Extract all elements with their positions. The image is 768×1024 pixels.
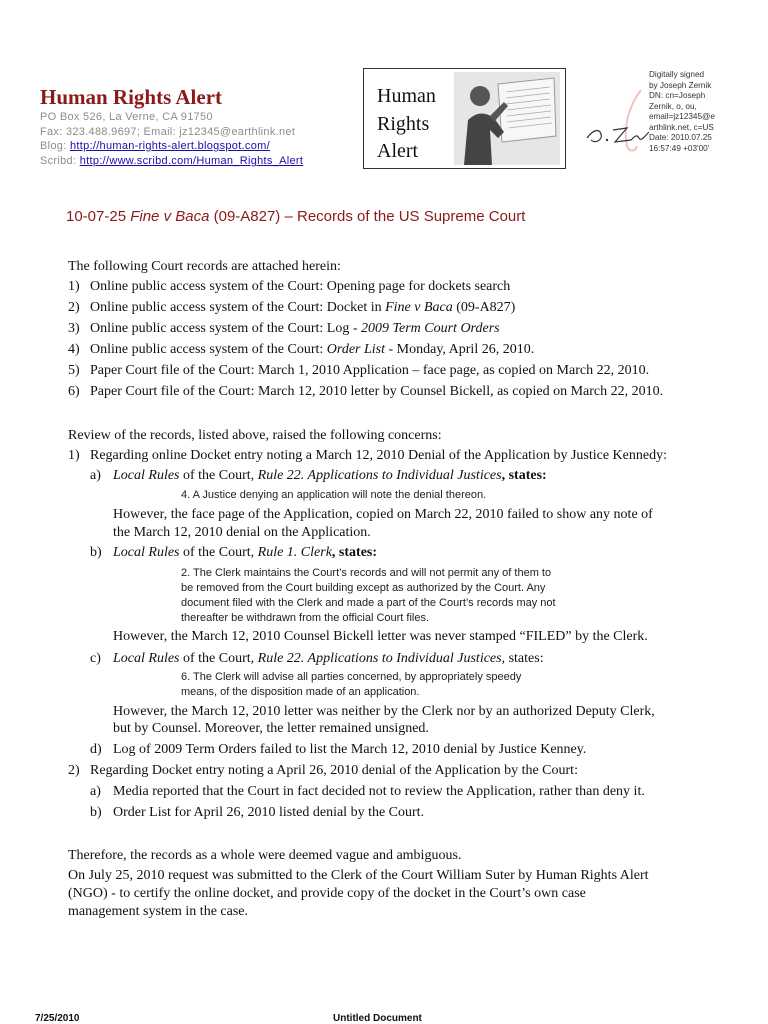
document-title: 10-07-25 Fine v Baca (09-A827) – Records of the US Supreme Court — [66, 208, 526, 225]
signature-line: email=jz12345@e — [649, 112, 715, 121]
concern-1: 1) Regarding online Docket entry noting a March 12, 2010 Denial of the Application by Justice Kennedy: — [68, 448, 667, 463]
signature-line: 16:57:49 +03'00' — [649, 143, 710, 153]
blog-line — [40, 140, 270, 152]
organization-name: Human Rights Alert — [40, 85, 223, 109]
rule-quote: 6. The Clerk will advise all parties concerned, by appropriately speedy — [181, 671, 522, 683]
concerns-intro: Review of the records, listed above, raised the following concerns: — [68, 428, 442, 443]
concern-1a-heading: a) Local Rules of the Court, Rule 22. Applications to Individual Justices, states: — [90, 468, 547, 483]
records-intro: The following Court records are attached herein: — [68, 259, 341, 274]
blog-link[interactable]: http://human-rights-alert.blogspot.com/ — [69, 140, 270, 152]
rule-quote: 2. The Clerk maintains the Court’s records and will not permit any of them to — [181, 567, 552, 579]
comment-line: However, the March 12, 2010 letter was neither by the Clerk nor by an authorized Deputy Clerk, — [113, 704, 655, 719]
signature-line: DN: cn=Joseph — [649, 91, 706, 100]
conclusion-paragraph-line: management system in the case. — [68, 904, 248, 919]
rule-quote: means, of the disposition made of an application. — [181, 686, 420, 698]
logo-word-alert: Alert — [377, 140, 419, 162]
signature-line: arthlink.net, c=US — [649, 122, 714, 132]
rule-quote: thereafter be withdrawn from the official Court files. — [181, 612, 430, 624]
concern-2b: b) Order List for April 26, 2010 listed denial by the Court. — [90, 805, 425, 820]
conclusion-paragraph-line: On July 25, 2010 request was submitted to the Clerk of the Court William Suter by Human Rights Alert — [68, 868, 649, 883]
rule-quote: document filed with the Clerk and made a part of the Court’s records may not — [181, 597, 556, 609]
scribd-line — [40, 155, 303, 167]
address-line: PO Box 526, La Verne, CA 91750 — [40, 111, 213, 123]
concern-1c-heading: c) Local Rules of the Court, Rule 22. Applications to Individual Justices, states: — [90, 651, 544, 666]
conclusion-line: Therefore, the records as a whole were deemed vague and ambiguous. — [68, 848, 462, 863]
declaration-photo-image — [454, 72, 560, 165]
scribd-link[interactable]: http://www.scribd.com/Human_Rights_Alert — [79, 155, 304, 167]
blog-label: Blog: — [40, 140, 67, 152]
signature-scribble-image — [583, 86, 653, 156]
concern-1b-heading: b) Local Rules of the Court, Rule 1. Clerk, states: — [90, 545, 378, 560]
list-item: 6) Paper Court file of the Court: March 12, 2010 letter by Counsel Bickell, as copied on March 22, 2010. — [68, 384, 664, 399]
comment-line: However, the March 12, 2010 Counsel Bickell letter was never stamped “FILED” by the Clerk. — [113, 629, 648, 644]
footer-title: Untitled Document — [333, 1013, 422, 1024]
logo-word-human: Human — [377, 85, 436, 107]
fax-email-line: Fax: 323.488.9697; Email: jz12345@earthlink.net — [40, 126, 296, 138]
scribd-label: Scribd: — [40, 155, 77, 167]
signature-line: Digitally signed — [649, 70, 705, 79]
comment-line: the March 12, 2010 denial on the Application. — [113, 525, 371, 540]
signature-line: Zernik, o, ou, — [649, 101, 697, 111]
rule-quote: 4. A Justice denying an application will note the denial thereon. — [181, 489, 487, 501]
digital-signature — [583, 68, 753, 166]
footer-date: 7/25/2010 — [35, 1013, 80, 1024]
signature-line: by Joseph Zernik — [649, 80, 712, 90]
list-item: 2) Online public access system of the Court: Docket in Fine v Baca (09-A827) — [68, 300, 516, 315]
signature-line: Date: 2010.07.25 — [649, 133, 712, 142]
list-item: 1) Online public access system of the Court: Opening page for dockets search — [68, 279, 511, 294]
signature-details — [649, 70, 715, 154]
list-item: 5) Paper Court file of the Court: March 1, 2010 Application – face page, as copied on March 22, 2010. — [68, 363, 650, 378]
conclusion-paragraph-line: (NGO) - to certify the online docket, and provide copy of the docket in the Court’s own case — [68, 886, 586, 901]
comment-line: but by Counsel. Moreover, the letter remained unsigned. — [113, 721, 429, 736]
concern-2a: a) Media reported that the Court in fact decided not to review the Application, rather than deny it. — [90, 784, 645, 799]
list-item: 4) Online public access system of the Court: Order List - Monday, April 26, 2010. — [68, 342, 535, 357]
concern-1d: d) Log of 2009 Term Orders failed to list the March 12, 2010 denial by Justice Kenney. — [90, 742, 587, 757]
logo — [363, 68, 566, 169]
list-item: 3) Online public access system of the Court: Log - 2009 Term Court Orders — [68, 321, 500, 336]
comment-line: However, the face page of the Application, copied on March 22, 2010 failed to show any note of — [113, 507, 653, 522]
rule-quote: be removed from the Court building except as authorized by the Court. Any — [181, 582, 546, 594]
logo-word-rights: Rights — [377, 113, 430, 135]
concern-2: 2) Regarding Docket entry noting a April 26, 2010 denial of the Application by the Court: — [68, 763, 578, 778]
